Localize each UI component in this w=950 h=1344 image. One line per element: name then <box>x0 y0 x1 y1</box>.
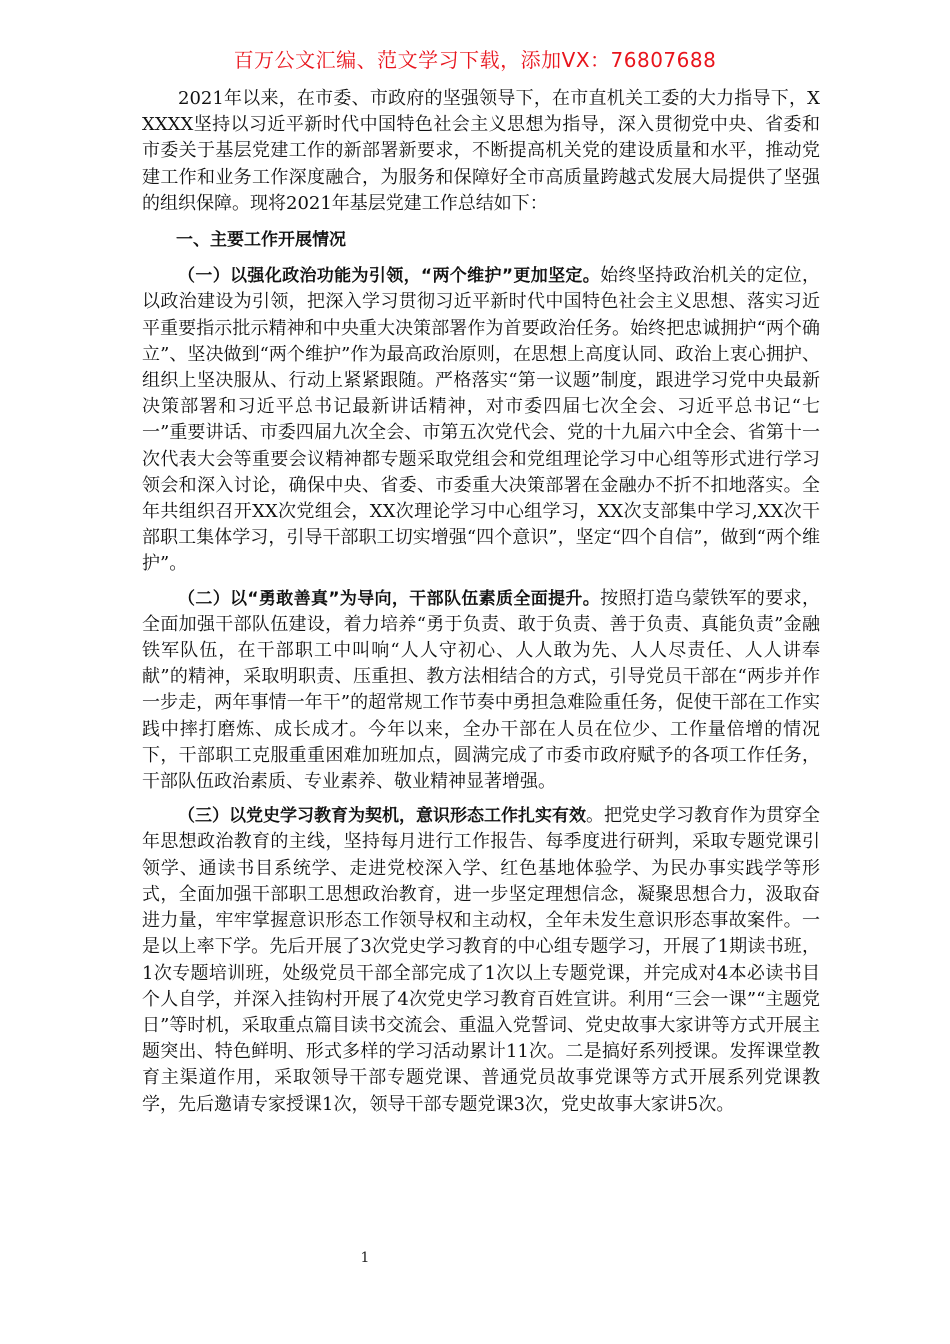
intro-paragraph: 2021年以来，在市委、市政府的坚强领导下，在市直机关工委的大力指导下，XXXXX坚持以习近平新时代中国特色社会主义思想为指导，深入贯彻党中央、省委和市委关于基层党建工作的新部署新要求，不断提高机关党的建设质量和水平，推动党建工作和业务工作深度融合，为服务和保障好全市高质量跨越式发展大局提供了坚强的组织保障。现将2021年基层党建工作总结如下： <box>142 88 820 214</box>
promo-banner: 百万公文汇编、范文学习下载，添加VX：76807688 <box>233 48 717 72</box>
paragraph-2-body: 按照打造乌蒙铁军的要求，全面加强干部队伍建设，着力培养“勇于负责、敢于负责、善于负责、真能负责”金融铁军队伍，在干部职工中叫响“人人守初心、人人敢为先、人人尽责任、人人讲奉献”的精神，采取明职责、压重担、教方法相结合的方式，引导党员干部在“两步并作一步走，两年事情一年干”的超常规工作节奏中勇担急难险重任务，促使干部在工作实践中摔打磨炼、成长成才。今年以来，全办干部在人员在位少、工作量倍增的情况下，干部职工克服重重困难加班加点，圆满完成了市委市政府赋予的各项工作任务，干部队伍政治素质、专业素养、敬业精神显著增强。 <box>142 587 820 793</box>
paragraph-2 <box>142 586 820 796</box>
paragraph-1-body: 始终坚持政治机关的定位，以政治建设为引领，把深入学习贯彻习近平新时代中国特色社会主义思想、落实习近平重要指示批示精神和中央重大决策部署作为首要政治任务。始终把忠诚拥护“两个确立”、坚决做到“两个维护”作为最高政治原则，在思想上高度认同、政治上衷心拥护、组织上坚决服从、行动上紧紧跟随。严格落实“第一议题”制度，跟进学习党中央最新决策部署和习近平总书记最新讲话精神，对市委四届七次全会、习近平总书记“七一”重要讲话、市委四届九次全会、市第五次党代会、党的十九届六中全会、省第十一次代表大会等重要会议精神都专题采取党组会和党组理论学习中心组等形式进行学习领会和深入讨论，确保中央、省委、市委重大决策部署在金融办不折不扣地落实。全年共组织召开XX次党组会，XX次理论学习中心组学习，XX次支部集中学习,XX次干部职工集体学习，引导干部职工切实增强“四个意识”，坚定“四个自信”，做到“两个维护”。 <box>142 265 820 575</box>
paragraph-1-title: （一）以强化政治功能为引领，“两个维护”更加坚定。 <box>178 266 601 287</box>
document-body <box>142 86 820 1118</box>
paragraph-1 <box>142 263 820 577</box>
paragraph-3-body: 。把党史学习教育作为贯穿全年思想政治教育的主线，坚持每月进行工作报告、每季度进行研判，采取专题党课引领学、通读书目系统学、走进党校深入学、红色基地体验学、为民办事实践学等形式，全面加强干部职工思想政治教育，进一步坚定理想信念，凝聚思想合力，汲取奋进力量，牢牢掌握意识形态工作领导权和主动权，全年未发生意识形态事故案件。一是以上率下学。先后开展了3次党史学习教育的中心组专题学习，开展了1期读书班，1次专题培训班，处级党员干部全部完成了1次以上专题党课，并完成对4本必读书目个人自学，并深入挂钩村开展了4次党史学习教育百姓宣讲。利用“三会一课”“主题党日”等时机，采取重点篇目读书交流会、重温入党誓词、党史故事大家讲等方式开展主题突出、特色鲜明、形式多样的学习活动累计11次。二是搞好系列授课。发挥课堂教育主渠道作用，采取领导干部专题党课、普通党员故事党课等方式开展系列党课教学，先后邀请专家授课1次，领导干部专题党课3次，党史故事大家讲5次。 <box>142 805 820 1115</box>
section-heading: 一、主要工作开展情况 <box>176 230 346 251</box>
paragraph-2-title: （二）以“勇敢善真”为导向，干部队伍素质全面提升。 <box>178 588 601 609</box>
paragraph-3 <box>142 803 820 1117</box>
paragraph-3-title: （三）以党史学习教育为契机，意识形态工作扎实有效 <box>178 806 586 827</box>
page-number: 1 <box>360 1250 370 1266</box>
